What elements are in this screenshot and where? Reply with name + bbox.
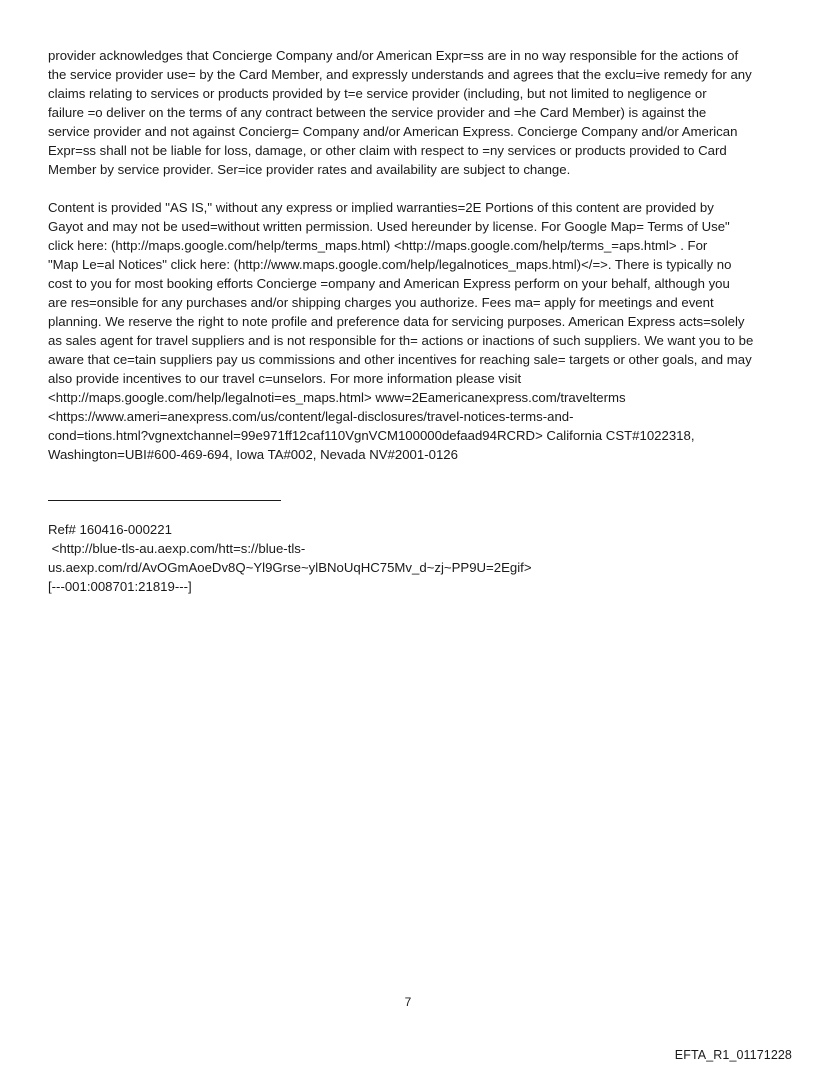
reference-block xyxy=(48,520,770,596)
text-line: as sales agent for travel suppliers and is not responsible for th= actions or inactions of such suppliers. We want you to be xyxy=(48,333,754,348)
text-line: Content is provided "AS IS," without any express or implied warranties=2E Portions of this content are provided by xyxy=(48,200,714,215)
text-line: also provide incentives to our travel c=unselors. For more information please visit xyxy=(48,371,522,386)
reference-link-line: us.aexp.com/rd/AvOGmAoeDv8Q~Yl9Grse~ylBNoUqHC75Mv_d~zj~PP9U=2Egif> xyxy=(48,560,532,575)
text-line: Expr=ss shall not be liable for loss, damage, or other claim with respect to =ny services or products provided to Card xyxy=(48,143,727,158)
text-line: cost to you for most booking efforts Concierge =ompany and American Express perform on your behalf, although you xyxy=(48,276,730,291)
text-line: "Map Le=al Notices" click here: (http://www.maps.google.com/help/legalnotices_maps.html)</=>. There is typically no xyxy=(48,257,732,272)
page-number: 7 xyxy=(404,995,412,1009)
text-line: claims relating to services or products provided by t=e service provider (including, but not limited to negligence or xyxy=(48,86,707,101)
document-id-footer: EFTA_R1_01171228 xyxy=(674,1048,792,1062)
paragraph-spacer xyxy=(48,179,770,198)
text-line: Gayot and may not be used=without written permission. Used hereunder by license. For Google Map= Terms of Use" xyxy=(48,219,730,234)
text-line: <http://maps.google.com/help/legalnoti=es_maps.html> www=2Eamericanexpress.com/travelterms xyxy=(48,390,626,405)
text-line: the service provider use= by the Card Member, and expressly understands and agrees that the exclu=ive remedy for any xyxy=(48,67,752,82)
text-line: planning. We reserve the right to note profile and preference data for servicing purposes. American Express acts=solely xyxy=(48,314,745,329)
text-line: service provider and not against Concierg= Company and/or American Express. Concierge Company and/or American xyxy=(48,124,738,139)
text-line: <https://www.ameri=anexpress.com/us/content/legal-disclosures/travel-notices-terms-and- xyxy=(48,409,574,424)
text-line: cond=tions.html?vgnextchannel=99e971ff12caf110VgnVCM100000defaad94RCRD> California CST#1022318, xyxy=(48,428,695,443)
paragraph-content-disclaimer xyxy=(48,198,770,464)
paragraph-service-provider-disclaimer xyxy=(48,46,770,179)
document-body xyxy=(48,46,770,596)
text-line: failure =o deliver on the terms of any contract between the service provider and =he Card Member) is against the xyxy=(48,105,707,120)
text-line: are res=onsible for any purchases and/or shipping charges you authorize. Fees ma= apply for meetings and event xyxy=(48,295,714,310)
text-line: click here: (http://maps.google.com/help/terms_maps.html) <http://maps.google.com/help/terms_=aps.html> . For xyxy=(48,238,708,253)
text-line: Washington=UBI#600-469-694, Iowa TA#002, Nevada NV#2001-0126 xyxy=(48,447,458,462)
reference-code: [---001:008701:21819---] xyxy=(48,579,192,594)
text-line: aware that ce=tain suppliers pay us commissions and other incentives for reaching sale= targets or other goals, and may xyxy=(48,352,752,367)
reference-link-line: <http://blue-tls-au.aexp.com/htt=s://blue-tls- xyxy=(48,541,306,556)
reference-number: Ref# 160416-000221 xyxy=(48,522,172,537)
text-line: provider acknowledges that Concierge Company and/or American Expr=ss are in no way responsible for the actions of xyxy=(48,48,739,63)
text-line: Member by service provider. Ser=ice provider rates and availability are subject to change. xyxy=(48,162,571,177)
separator-rule xyxy=(48,500,281,501)
